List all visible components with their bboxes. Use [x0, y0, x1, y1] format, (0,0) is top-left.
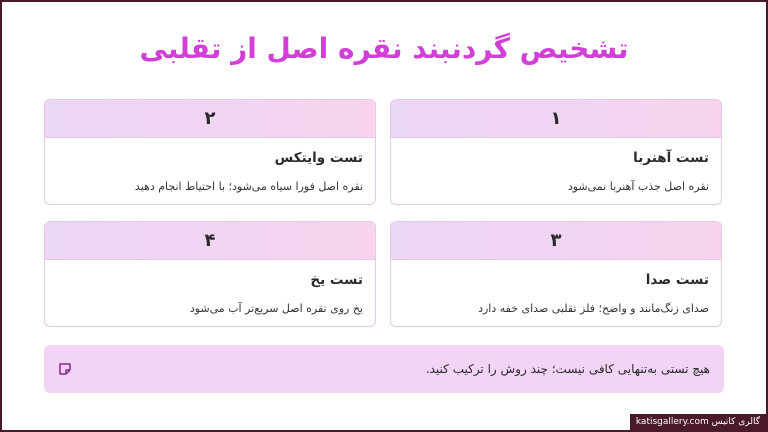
card-number: ۲ [45, 100, 375, 138]
note-icon [58, 362, 72, 376]
page-title: تشخیص گردنبند نقره اصل از تقلبی [139, 32, 629, 65]
card-title: تست وایتکس [274, 150, 363, 166]
card-title: تست صدا [645, 272, 709, 288]
slide [2, 2, 766, 430]
card-number: ۳ [391, 222, 721, 260]
card-description: نقره اصل فورا سیاه می‌شود؛ با احتیاط انجام دهید [134, 180, 363, 193]
test-card-1 [390, 99, 722, 205]
card-description: یخ روی نقره اصل سریع‌تر آب می‌شود [189, 302, 363, 315]
card-number: ۴ [45, 222, 375, 260]
test-card-2 [44, 99, 376, 205]
tip-note [44, 345, 724, 393]
note-text: هیچ تستی به‌تنهایی کافی نیست؛ چند روش را ترکیب کنید. [425, 362, 710, 376]
card-title: تست آهنربا [633, 150, 709, 166]
card-number: ۱ [391, 100, 721, 138]
test-card-4 [44, 221, 376, 327]
footer-watermark[interactable]: گالری کاتیس katisgallery.com [630, 414, 766, 430]
card-description: صدای زنگ‌مانند و واضح؛ فلز تقلبی صدای خفه دارد [478, 302, 709, 315]
card-description: نقره اصل جذب آهنربا نمی‌شود [567, 180, 709, 193]
test-card-3 [390, 221, 722, 327]
card-title: تست یخ [310, 272, 363, 288]
